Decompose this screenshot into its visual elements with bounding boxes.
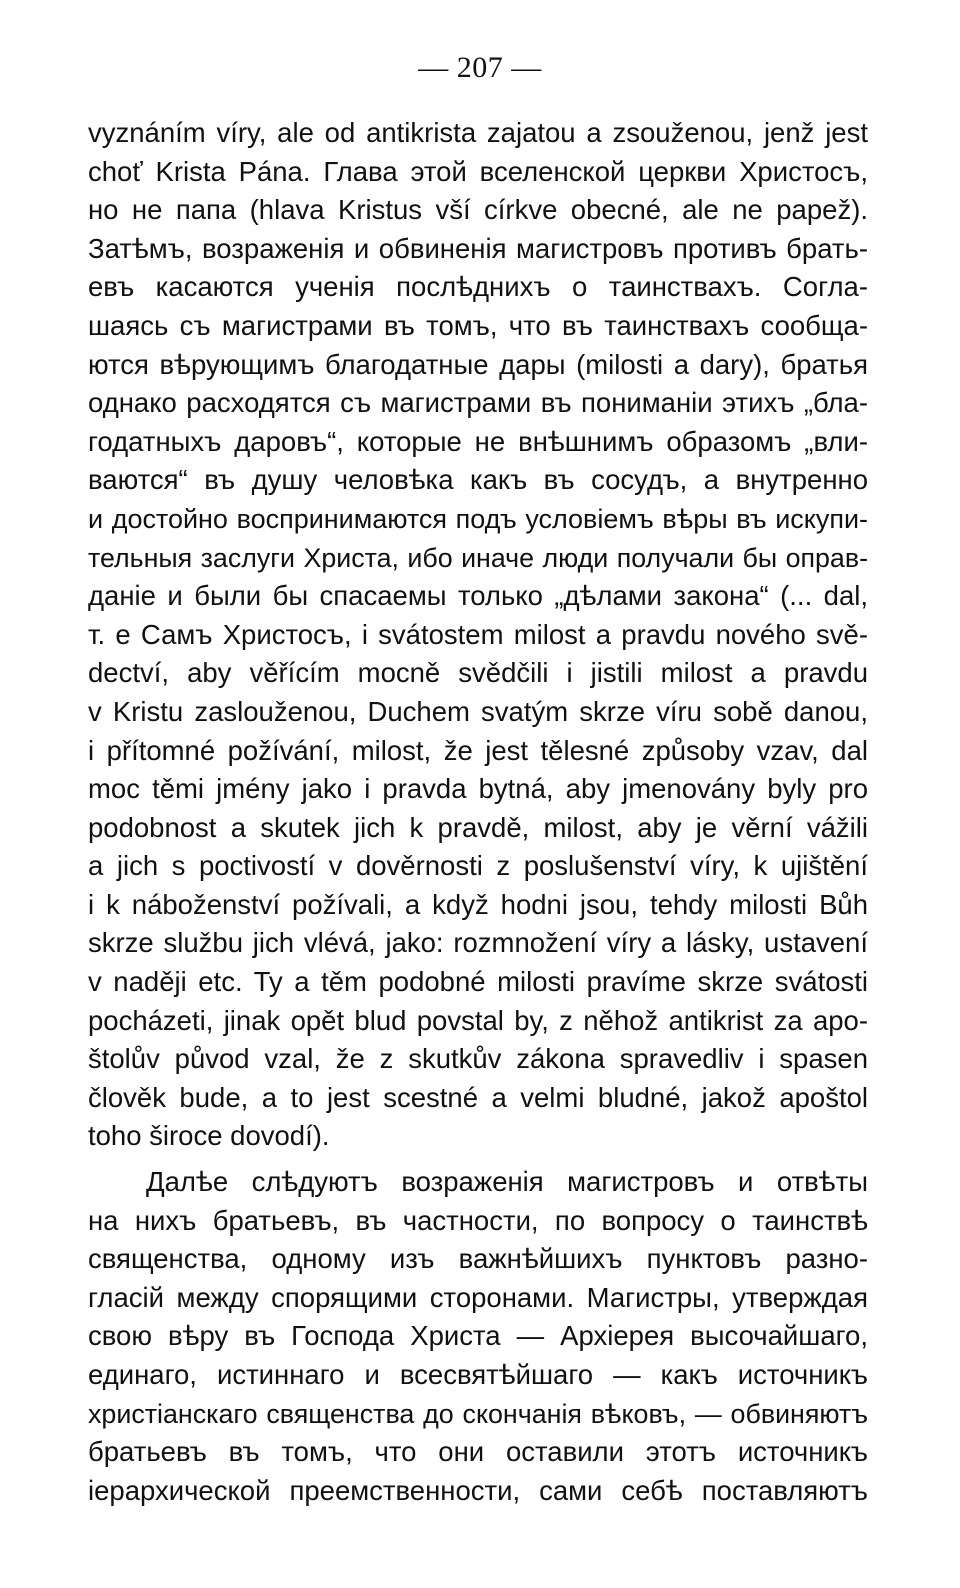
text-line: даніе и были бы спасаемы только „дѣлами закона“ (... dal, — [88, 580, 868, 612]
text-line: евъ касаются ученія послѣднихъ о таинствахъ. Согла- — [88, 271, 868, 303]
text-line: vyznáním víry, ale od antikrista zajatou a zsouženou, jenž jest — [88, 117, 868, 148]
text-line: и достойно воспринимаются подъ условіемъ вѣры въ искупи- — [88, 503, 868, 534]
text-line: тельныя заслуги Христа, ибо иначе люди получали бы оправ- — [88, 542, 868, 573]
text-line: іерархической преемственности, сами себѣ поставляютъ — [88, 1474, 868, 1506]
text-line: однако расходятся съ магистрами въ пониманіи этихъ „бла- — [88, 387, 868, 419]
text-line: свою вѣру въ Господа Христа — Архіерея высочайшаго, — [88, 1320, 868, 1352]
text-line: v Kristu zaslouženou, Duchem svatým skrze víru sobě danou, — [88, 695, 868, 727]
text-line: священства, одному изъ важнѣйшихъ пунктовъ разно- — [88, 1243, 868, 1275]
text-line: на нихъ братьевъ, въ частности, по вопросу о таинствѣ — [88, 1204, 868, 1236]
text-line: i k náboženství požívali, a když hodni jsou, tehdy milosti Bůh — [88, 888, 868, 920]
text-line: гласій между спорящими сторонами. Магистры, утверждая — [88, 1281, 868, 1313]
body-text — [88, 114, 868, 1510]
text-line: i přítomné požívání, milost, že jest tělesné způsoby vzav, dal — [88, 734, 868, 766]
text-line: choť Krista Pána. Глава этой вселенской церкви Христосъ, — [88, 155, 868, 187]
text-line: moc těmi jmény jako i pravda bytná, aby jmenovány byly pro — [88, 773, 868, 805]
text-line: člověk bude, a to jest scestné a velmi bludné, jakož apoštol — [88, 1081, 868, 1113]
text-line: Далѣе слѣдуютъ возраженія магистровъ и отвѣты — [146, 1166, 868, 1198]
text-line: toho široce dovodí). — [88, 1120, 330, 1152]
text-line: a jich s poctivostí v dověrnosti z poslušenství víry, k ujištění — [88, 850, 868, 882]
text-line: ваются“ въ душу человѣка какъ въ сосудъ, а внутренно — [88, 464, 868, 496]
text-line: pocházeti, jinak opět blud povstal by, z něhož antikrist za apo- — [88, 1004, 868, 1036]
text-line: skrze službu jich vlévá, jako: rozmnožení víry a lásky, ustavení — [88, 927, 868, 959]
text-line: Затѣмъ, возраженія и обвиненія магистровъ противъ брать- — [88, 232, 868, 264]
text-line: но не папа (hlava Kristus vší církve obecné, ale ne papež). — [88, 194, 868, 226]
text-line: v naději etc. Ty a těm podobné milosti pravíme skrze svátosti — [88, 966, 868, 998]
paragraph — [88, 1163, 868, 1510]
text-line: dectví, aby věřícím mocně svědčili i jistili milost a pravdu — [88, 657, 868, 689]
text-line: štolův původ vzal, že z skutkův zákona spravedliv i spasen — [88, 1043, 868, 1075]
page-number: — 207 — — [418, 51, 542, 84]
text-line: годатныхъ даровъ“, которые не внѣшнимъ образомъ „вли- — [88, 425, 868, 457]
paragraph — [88, 114, 868, 1156]
text-line: единаго, истиннаго и всесвятѣйшаго — какъ источникъ — [88, 1359, 868, 1390]
text-line: podobnost a skutek jich k pravdě, milost, aby je věrní vážili — [88, 811, 868, 843]
text-line: христіанскаго священства до скончанія вѣковъ, — обвиняютъ — [88, 1398, 868, 1429]
text-line: братьевъ въ томъ, что они оставили этотъ источникъ — [88, 1436, 868, 1468]
text-line: т. е Самъ Христосъ, i svátostem milost a pravdu nového svě- — [88, 618, 868, 650]
text-line: ются вѣрующимъ благодатные дары (milosti a dary), братья — [88, 348, 868, 380]
text-line: шаясь съ магистрами въ томъ, что въ таинствахъ сообща- — [88, 309, 868, 341]
